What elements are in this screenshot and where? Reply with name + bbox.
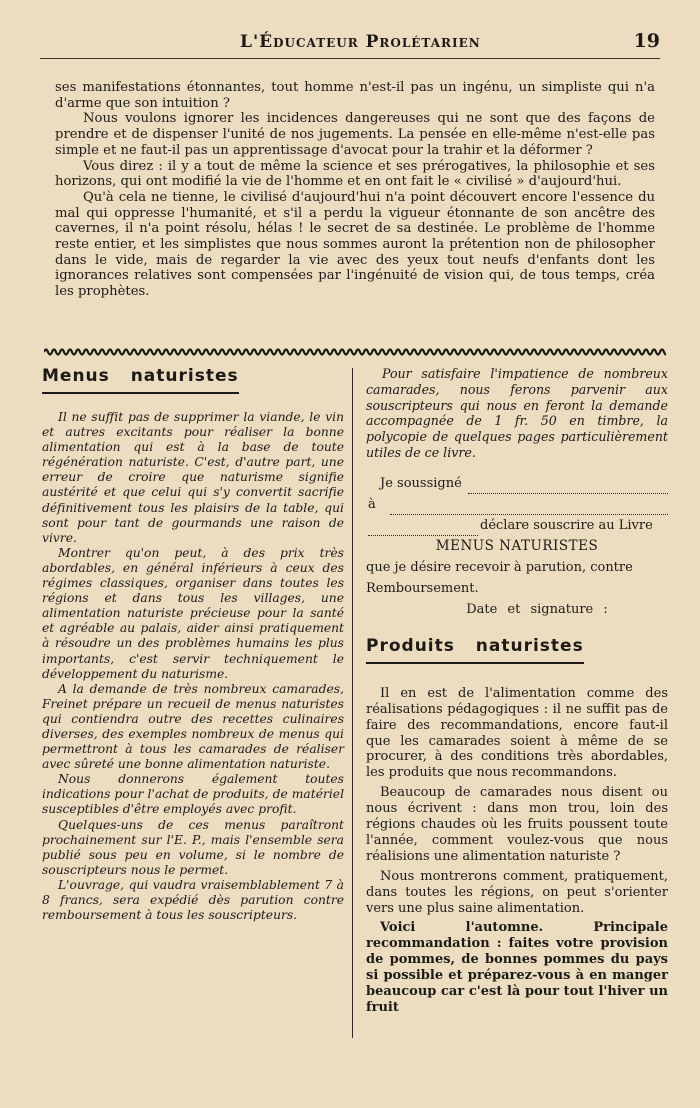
form-row-declare: [368, 515, 668, 536]
produits-paragraph: Beaucoup de camarades nous disent ou nous écrivent : dans mon trou, loin des régions chaudes où les fruits poussent toute l'année, comment voulez-vous que nous réalisions une alimentation naturiste ?: [366, 785, 668, 864]
intro-text: [55, 80, 655, 300]
menus-paragraph: Montrer qu'on peut, à des prix très abordables, en général inférieurs à ceux des régimes classiques, organiser dans toutes les régions et dans tous les villages, une alimentation naturiste précieuse pour la santé et agréable au palais, aider ainsi pratiquement à résoudre un des problèmes humains les plus importants, c'est servir techniquement le développement du naturisme.: [42, 545, 344, 681]
page-header: [40, 30, 660, 59]
declare-blank: [368, 521, 478, 536]
menus-title: Menus naturistes: [42, 366, 239, 394]
subscription-form: [366, 473, 668, 620]
name-blank: [468, 479, 668, 494]
menus-paragraph: Nous donnerons également toutes indications pour l'achat de produits, de matériel susceptibles d'être employés avec profit.: [42, 772, 344, 817]
intro-paragraph: Qu'à cela ne tienne, le civilisé d'aujourd'hui n'a point découvert encore l'essence du mal qui oppresse l'humanité, et s'il a perdu la vigueur étonnante de son ancêtre des cavernes, il n'a point résolu, hélas ! le secret de sa destinée. Le problème de l'homme reste entier, et les simplistes que nous sommes auront la prétention non de philosopher dans le vide, mais de regarder la vie avec des yeux tout neufs d'enfants dont les ignorances relatives sont compensées par l'ingénuité de vision qui, de tous temps, créa les prophètes.: [55, 189, 655, 300]
form-book-title: MENUS NATURISTES: [435, 537, 599, 554]
produits-body: [366, 686, 668, 1016]
menus-column: [42, 366, 344, 923]
intro-paragraph: Nous voulons ignorer les incidences dangereuses qui ne sont que des façons de prendre et de dispenser l'unité de nos jugements. La pensée en elle-même n'est-elle pas simple et ne faut-il pas un apprentissage d'avocat pour la trahir et la déformer ?: [55, 111, 655, 158]
produits-paragraph: Voici l'automne. Principale recommandation : faites votre provision de pommes, de bonnes pommes du pays si possible et préparez-vous à en manger beaucoup car c'est là pour tout l'hiver un fruit: [366, 920, 668, 1015]
menus-paragraph: Il ne suffit pas de supprimer la viande, le vin et autres excitants pour réaliser la bonne alimentation qui est à la base de toute régénération naturiste. C'est, d'autre part, une erreur de croire que naturisme signifie austérité et que celui qui s'y convertit sacrifie définitivement tous les plaisirs de la table, qui sont pour tant de gourmands une raison de vivre.: [42, 410, 344, 545]
address-blank: [390, 500, 668, 515]
right-column: [366, 366, 668, 1016]
subscription-note: Pour satisfaire l'impatience de nombreux camarades, nous ferons parvenir aux souscripteurs qui nous en feront la demande accompagnée de 1 fr. 50 en timbre, la polycopie de quelques pages particulièrement utiles de ce livre.: [366, 366, 668, 460]
form-row-address: [368, 494, 668, 515]
produits-title: Produits naturistes: [366, 636, 584, 664]
menus-paragraph: A la demande de très nombreux camarades, Freinet prépare un recueil de menus naturistes qui contiendra outre des recettes culinaires diverses, des exemples nombreux de menus qui permettront à tous les camarades de réaliser avec sûreté une bonne alimentation naturiste.: [42, 681, 344, 772]
form-address-label: à: [368, 496, 376, 512]
form-name-label: Je soussigné: [380, 475, 462, 491]
intro-paragraph: Vous direz : il y a tout de même la science et ses prérogatives, la philosophie et ses horizons, qui ont modifié la vie de l'homme et en ont fait le « civilisé » d'aujourd'hui.: [55, 158, 655, 190]
produits-paragraph: Il en est de l'alimentation comme des réalisations pédagogiques : il ne suffit pas de faire des recommandations, encore faut-il que les camarades soient à même de se procurer, à des conditions très abordables, les produits que nous recommandons.: [366, 685, 668, 781]
form-receive-text: que je désire recevoir à parution, contre Remboursement.: [366, 559, 633, 596]
menus-paragraph: Quelques-uns de ces menus paraîtront prochainement sur l'E. P., mais l'ensemble sera publié sous peu en volume, si le nombre de souscripteurs nous le permet.: [42, 817, 344, 877]
page-number: 19: [633, 30, 660, 52]
intro-paragraph: ses manifestations étonnantes, tout homme n'est-il pas un ingénu, un simpliste qui n'a d'arme que son intuition ?: [55, 80, 655, 111]
form-signature-label: Date et signature :: [466, 601, 608, 617]
journal-title: L'Éducateur Prolétarien: [240, 32, 481, 52]
menus-paragraph: L'ouvrage, qui vaudra vraisemblablement 7 à 8 francs, sera expédié dès parution contre remboursement à tous les souscripteurs.: [42, 877, 344, 923]
column-divider: [352, 368, 353, 1038]
form-declare-text: déclare souscrire au Livre: [480, 517, 653, 533]
menus-body: [42, 410, 344, 923]
produits-paragraph: Nous montrerons comment, pratiquement, dans toutes les régions, on peut s'orienter vers une plus saine alimentation.: [366, 868, 668, 916]
form-row-name: [380, 473, 668, 494]
wavy-separator: [44, 345, 666, 359]
